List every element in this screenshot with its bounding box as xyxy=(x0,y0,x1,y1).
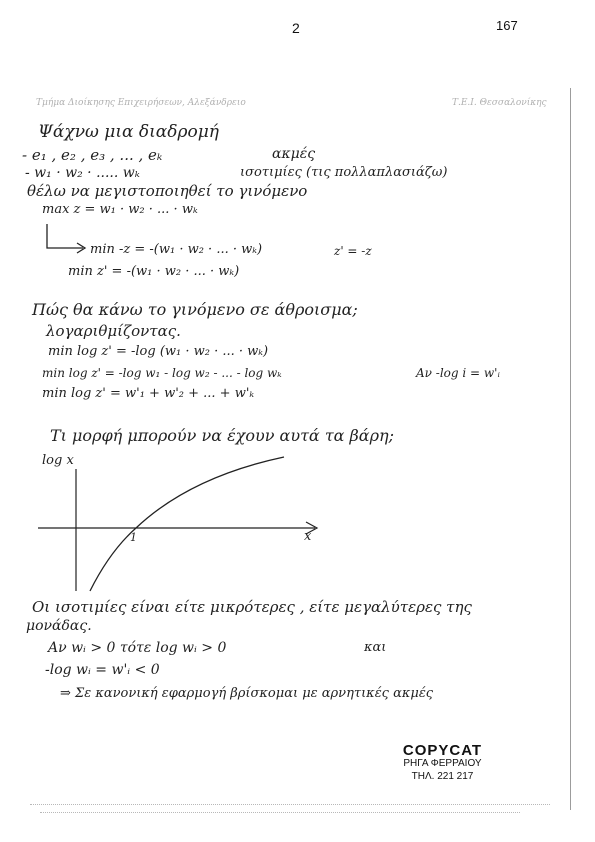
line-min-z-prime: min z' = -(w₁ · w₂ · ... · wₖ) xyxy=(68,264,240,279)
page-number: 2 xyxy=(292,20,300,36)
graph-tick-one: 1 xyxy=(130,531,137,544)
arrow-icon xyxy=(43,222,93,262)
stamp-address: ΡΗΓΑ ΦΕΡΡΑΙΟΥ xyxy=(403,758,482,769)
line-min-weight-sum: min log z' = w'₁ + w'₂ + ... + w'ₖ xyxy=(42,386,255,401)
line-product-to-sum: Πώς θα κάνω το γινόμενο σε άθροισμα; xyxy=(32,300,358,319)
line-and: και xyxy=(364,640,387,655)
faint-header-right: Τ.Ε.Ι. Θεσσαλονίκης xyxy=(452,98,547,108)
line-weights-label: ισοτιμίες (τις πολλαπλασιάζω) xyxy=(240,165,448,180)
line-rates-comparison: Οι ισοτιμίες είναι είτε μικρότερες , είτε μεγαλύτερες της xyxy=(32,598,472,616)
line-min-neg-z: min -z = -(w₁ · w₂ · ... · wₖ) xyxy=(90,242,263,257)
line-weight-substitution: Αν -log i = w'ᵢ xyxy=(416,366,500,380)
log-curve-plot xyxy=(30,455,330,595)
stamp-name: COPYCAT xyxy=(402,742,483,759)
line-unit: μονάδας. xyxy=(26,618,92,634)
log-curve xyxy=(90,457,284,591)
line-search-path: Ψάχνω μια διαδρομή xyxy=(38,122,219,142)
line-question-weights: Τι μορφή μπορούν να έχουν αυτά τα βάρη; xyxy=(50,426,394,445)
line-z-prime-def: z' = -z xyxy=(334,244,372,258)
faint-header-left: Τμήμα Διοίκησης Επιχειρήσεων, Αλεξάνδρειο xyxy=(36,98,246,108)
line-taking-logs: λογαριθμίζοντας. xyxy=(46,322,181,340)
corner-number: 167 xyxy=(496,18,518,33)
stamp-phone: ΤΗΛ. 221 217 xyxy=(411,771,474,782)
graph-y-label: log x xyxy=(42,453,74,468)
line-edges-list: - e₁ , e₂ , e₃ , ... , eₖ xyxy=(22,146,163,164)
line-weights-list: - w₁ · w₂ · ..... wₖ xyxy=(25,165,140,181)
line-max-z: max z = w₁ · w₂ · ... · wₖ xyxy=(42,202,198,217)
line-conclusion: ⇒ Σε κανονική εφαρμογή βρίσκομαι με αρνητικές ακμές xyxy=(60,686,434,701)
line-negative-weight: -log wᵢ = w'ᵢ < 0 xyxy=(45,662,160,678)
line-if-positive: Αν wᵢ > 0 τότε log wᵢ > 0 xyxy=(48,640,227,656)
line-min-log-product: min log z' = -log (w₁ · w₂ · ... · wₖ) xyxy=(48,344,269,359)
margin-rule xyxy=(570,88,571,810)
scan-noise xyxy=(40,812,520,813)
copycat-stamp xyxy=(385,744,500,783)
line-edges-label: ακμές xyxy=(272,146,316,162)
log-graph xyxy=(30,455,330,599)
line-maximize-product: θέλω να μεγιστοποιηθεί το γινόμενο xyxy=(27,182,308,200)
line-min-log-sum: min log z' = -log w₁ - log w₂ - ... - log wₖ xyxy=(42,366,282,380)
graph-x-label: x xyxy=(304,529,312,544)
scan-noise xyxy=(30,804,550,805)
